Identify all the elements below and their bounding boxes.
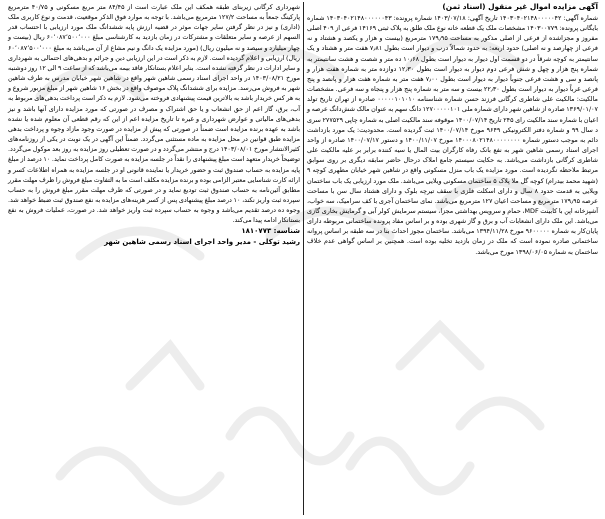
notice-columns [4,2,601,515]
right-column [303,2,601,515]
signature-block [8,226,300,247]
notice-code: شناسه: ۱۸۱۰۷۷۳ [241,227,300,236]
right-column-text: شماره آگهی: ۱۴۰۳۰۴۰۲۱۴۸۰۰۰۰۰۴۲ تاریخ آگهی: ۱۴۰۳/۰۷/۱۸ شماره پرونده: ۱۴۰۳۰۴۰۲۱۴۸۰۰۰۰۰۰۴۳ شماره بایگانی پرونده: ۱۴۰۳۰۰۷۷۹ مشخصات ملک یک قطعه خانه نوع ملک طلق به پلاک ثبتی ۱۴۱۶۹ فرعی از ۴۰۹ اصلی مفروز و مجزاشده از فرعی از اصلی مذکور به مساحت ۱۷۹٫۹۵ مترمربع (بیست و هزار و یکصد و هشتاد و نه فرعی از چهارصد و نه اصلی) حدود اربعه: به حدود شمالاً درب و دیوار است بطول ۷٫۸۱ هفت متر و هشتاد و یک سانتیمتر به کوچه شرقاً در دو قسمت اول دیوار به دیوار است بطول ۱۰٫۶۸ ده متر و شصت و هشت سانتیمتر به شماره پنج هزار و چهل و شش فرعی دوم دیوار به دیوار است بطول ۱۲٫۳۰ دوازده متر به شماره هفت هزار و پانصد و سی و هشت فرعی جنوباً دیوار به دیوار است بطول ۷٫۰۰ هفت متر به شماره هفت هزار و پانصد و پنج فرعی غرباً دیوار به دیوار است بطول ۲۲٫۳۰ بیست و سه متر به شماره پنج هزار و پنجاه و سه فرعی. مشخصات مالکیت: مالکیت علی شاطری کرگانی فرزند حسن شماره شناسنامه ۰۰۰۰۰۱۰۱۰۱۰ صادره از تهران تاریخ تولد ۱۳۶۹/۰۱/۰۷ صادره از شاهین شهر دارای شماره ملی ۱۲۷۰۰۰۰۰۱۰۱ دانگ سهم به عنوان مالک شش‌دانگ عرصه و اعیان با شماره سند مالکیت رای ۲۴۵ تاریخ ۱۴۰۰/۰۷/۱۴ موقوفه سند مالکیت اصلی به شماره چاپی ۲۷۷۵۲۹ سری د سال ۹۹ و شماره دفتر الکترونیکی ۹۶۴۹ مورخ ۱۴۰۰/۰۷/۱۴ ثبت گردیده است. محدودیت: یک مورد بازداشت دائم به موجب دستور شماره ۱۴۰۰۰۸۰۲۱۴۸۰۰۰۰۰۰۰۰ مورخ ۱۴۰۰/۱۱/۰۷ و دستور ۱۴۰۰/۰۷/۱۷ صادره از واحد اجرای اسناد رسمی شاهین شهر به نفع بانک رفاه کارگران بیت المال یا سیه کننده برابر بر علیه مالکیت علی شاطری کرگانی بازداشت می‌باشد. به حکایت سیستم جامع املاک درحال حاضر سابقه دیگری بر روی سوابق مرتبط ملاحظه نگردیده است. مورد مزایده یک باب منزل مسکونی واقع در شاهین شهر خیابان مطهری کوچه ۹ (شهید محمد بیدرام) کوچه گل ملا پلاک ۵ ساختمان مسکونی ویلایی می‌باشد. ملک مورد ارزیابی یک باب ساختمان ویلایی به قدمت حدود ۸ سال و دارای اسکلت فلزی با سقف تیرچه بلوک و دارای هشتاد سال سن با مساحت عرصه ۱۷۹٫۹۵ مترمربع و مساحت اعیان ۱۲۷ مترمربع می‌باشد. نمای ساختمان آجری با کف سرامیک، سه خواب، آشپزخانه اپن با کابینت MDF، حمام و سرویس بهداشتی مجزا، سیستم سرمایش کولر آبی و گرمایش بخاری گازی می‌باشد. این ملک دارای انشعابات آب و برق و گاز شهری بوده و بر اساس مفاد پرونده ساختمانی مربوطه دارای پایان‌کار به شماره ۹۶۰۰۰۰۰ مورخ ۱۳۹۴/۱۱/۲۸ می‌باشد. ساختمان مجوز احداث بنا در سه طبقه بر اساس پروانه ساختمانی صادره نموده است که ملک در زمان بازدید تخلیه بوده است. همچنین بر اساس گواهی عدم خلاف ساختمان به شماره ۱۳۹۸/۰۶/۰۵ مورخ می‌باشد. [307,14,599,256]
signatory: رشید توکلی - مدیر واحد اجرای اسناد رسمی شاهین شهر [104,237,300,246]
left-column [5,2,303,515]
left-column-text: شهرداری کرگانی زیربنای طبقه همکف این ملک عبارت است از ۸۴/۴۵ متر مربع مسکونی و ۴۰/۷۵ مترمربع پارکینگ جمعاً به مساحت ۱۲۷/۲ مترمربع می‌باشد. با توجه به موارد فوق الذکر موقعیت، قدمت و نوع کاربری ملک (اداری) و نیز در نظر گرفتن سایر جهات موثر در قضیه ارزش پایه ششدانگ ملک مورد ارزیابی با احتساب قدر السهم از عرصه و سایر متعلقات و مشترکات در زمان بازدید به کارشناسی مبلغ ۶۰٬۰۸۷٬۵۰۰٬۰۰۰ ریال (بیست و چهار میلیارد و سیصد و نه میلیون ریال) (مورد مزایده یک دانگ و نیم مشاع از آن می‌باشد به مبلغ ۶۰٬۰۸۷٬۵۰۰٬۰۰۰ ریال) ارزیابی و اعلام گردیده است. لازم به ذکر است در این ارزیابی دین و جرائم و بدهی‌های احتمالی به شهرداری و سایر ادارات در نظر گرفته نشده است. بنابر اعلام بستانکار فاقد بیمه می‌باشد که از ساعت ۹ الی ۱۲ روز دوشنبه مورخ ۱۴۰۳/۰۸/۲۱ در واحد اجرای اسناد رسمی شاهین شهر واقع در شاهین شهر خیابان مدرس به طرف شاهین شهر به فروش می‌رسد. مزایده برای ششدانگ پلاک موصوف واقع در بخش ۱۶ شاهین شهر از مبلغ مزبور شروع و به هر کس خریدار باشد به بالاترین قیمت پیشنهادی فروخته می‌شود. لازم به ذکر است پرداخت بدهی‌های مربوط به آب، برق، گاز اعم از حق انشعاب و یا حق اشتراک و مصرف در صورتی که مورد مزایده دارای آنها باشد و نیز بدهی‌های مالیاتی و عوارض شهرداری و غیره تا تاریخ مزایده اعم از این که رقم قطعی آن معلوم شده یا نشده باشد به عهده برنده مزایده است ضمناً در صورتی که پیش از مزایده در صورت وجود مازاد وجوه و پرداخت بدهی مزایده طبق قوانین در محل مزایده به ماده مستثنی می‌گردد. ضمناً این آگهی در یک نوبت در یکی از روزنامه‌های کثیرالانتشار مورخ ۱۴۰۳/۰۸/۰۱ درج و منتشر می‌گردد و در صورت تعطیلی روز مزایده به روز بعد موکول می‌گردد. توضیحاً خریدار متعهد است مبلغ پیشنهادی را نقداً در جلسه مزایده به صورت کامل پرداخت نماید. ۱۰ درصد از مبلغ پایه مزایده به حساب صندوق ثبت و حضور خریدار یا نماینده قانونی او در جلسه مزایده به همراه اطلاعات کسر و ارائه کارت شناسایی معتبر الزامی بوده و برنده مزایده مکلف است ما به التفاوت مبلغ فروش را ظرف مهلت مقرر مطابق آئین‌نامه به حساب صندوق ثبت تودیع نماید و در صورتی که ظرف مهلت مقرر مبلغ فروش را به حساب سپرده ثبت واریز نکند، ۱۰ درصد مبلغ پیشنهادی پس از کسر هزینه‌های مزایده به نفع صندوق ثبت ضبط خواهد شد. وجوه ده درصد تقدیم می‌باشد و وجوه به حساب سپرده ثبت واریز خواهد شد. در صورت، عملیات فروش به نفع بستانکار ادامه پیدا می‌کند. [8,3,301,225]
notice-title: آگهی مزایده اموال غیر منقول (اسناد ثمن) [442,2,598,11]
